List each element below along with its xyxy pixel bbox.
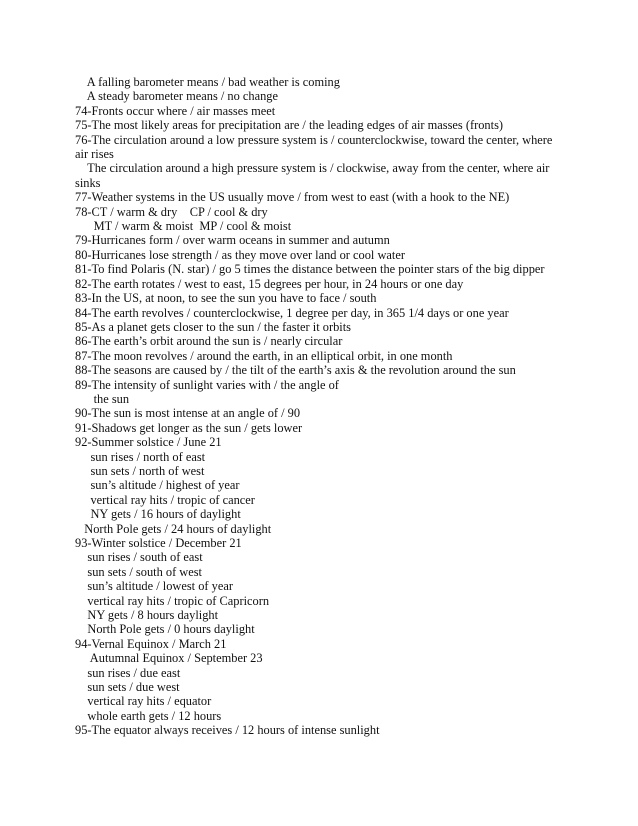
text-line: 80-Hurricanes lose strength / as they move over land or cool water [75,247,405,262]
text-line: The circulation around a high pressure system is / clockwise, away from the center, where air [75,161,550,176]
text-line: Autumnal Equinox / September 23 [75,651,263,666]
text-line: 88-The seasons are caused by / the tilt of the earth’s axis & the revolution around the sun [75,363,516,378]
text-line: A falling barometer means / bad weather is coming [75,75,340,89]
text-line: NY gets / 8 hours daylight [75,608,219,623]
text-line: vertical ray hits / tropic of Capricorn [75,593,270,608]
text-line: 91-Shadows get longer as the sun / gets lower [75,420,303,435]
text-line: 92-Summer solstice / June 21 [75,435,222,450]
text-line: sun sets / due west [75,680,180,695]
text-line: 89-The intensity of sunlight varies with / the angle of [75,377,339,392]
text-line: vertical ray hits / tropic of cancer [75,492,255,507]
text-line: A steady barometer means / no change [75,89,279,104]
text-line: sun rises / due east [75,665,181,680]
text-line: North Pole gets / 0 hours daylight [75,622,255,637]
text-line: 90-The sun is most intense at an angle of / 90 [75,406,301,421]
text-line: NY gets / 16 hours of daylight [75,507,241,522]
text-line: the sun [75,391,130,406]
text-line: 75-The most likely areas for precipitation are / the leading edges of air masses (fronts) [75,118,504,133]
text-line: North Pole gets / 24 hours of daylight [75,521,272,536]
text-line: air rises [75,147,114,162]
text-line: whole earth gets / 12 hours [75,708,222,723]
text-line: 95-The equator always receives / 12 hours of intense sunlight [75,723,380,738]
text-line: 76-The circulation around a low pressure system is / counterclockwise, toward the center, where [75,132,553,147]
text-line: sun sets / north of west [75,463,205,478]
text-line: sun’s altitude / highest of year [75,478,240,493]
text-line: MT / warm & moist MP / cool & moist [75,219,292,234]
text-line: sun rises / north of east [75,449,206,464]
text-line: 94-Vernal Equinox / March 21 [75,636,227,651]
text-line: 78-CT / warm & dry CP / cool & dry [75,204,268,219]
text-line: 87-The moon revolves / around the earth, in an elliptical orbit, in one month [75,348,453,363]
text-line: 93-Winter solstice / December 21 [75,536,242,550]
text-line: sun sets / south of west [75,564,203,579]
text-line: 85-As a planet gets closer to the sun / the faster it orbits [75,319,351,334]
text-line: sun rises / south of east [75,550,203,565]
text-line: 81-To find Polaris (N. star) / go 5 times the distance between the pointer stars of the big dipper [75,262,545,277]
text-line: 77-Weather systems in the US usually move / from west to east (with a hook to the NE) [75,190,510,205]
text-line: 79-Hurricanes form / over warm oceans in summer and autumn [75,233,390,248]
text-line: vertical ray hits / equator [75,694,212,709]
text-line: 84-The earth revolves / counterclockwise, 1 degree per day, in 365 1/4 days or one year [75,305,509,320]
text-line: sun’s altitude / lowest of year [75,579,233,594]
document-text-body [75,75,565,738]
text-line: sinks [75,175,101,190]
text-line: 74-Fronts occur where / air masses meet [75,103,276,118]
text-line: 83-In the US, at noon, to see the sun you have to face / south [75,291,377,306]
text-line: 82-The earth rotates / west to east, 15 degrees per hour, in 24 hours or one day [75,276,464,291]
text-line: 86-The earth’s orbit around the sun is / nearly circular [75,334,343,349]
